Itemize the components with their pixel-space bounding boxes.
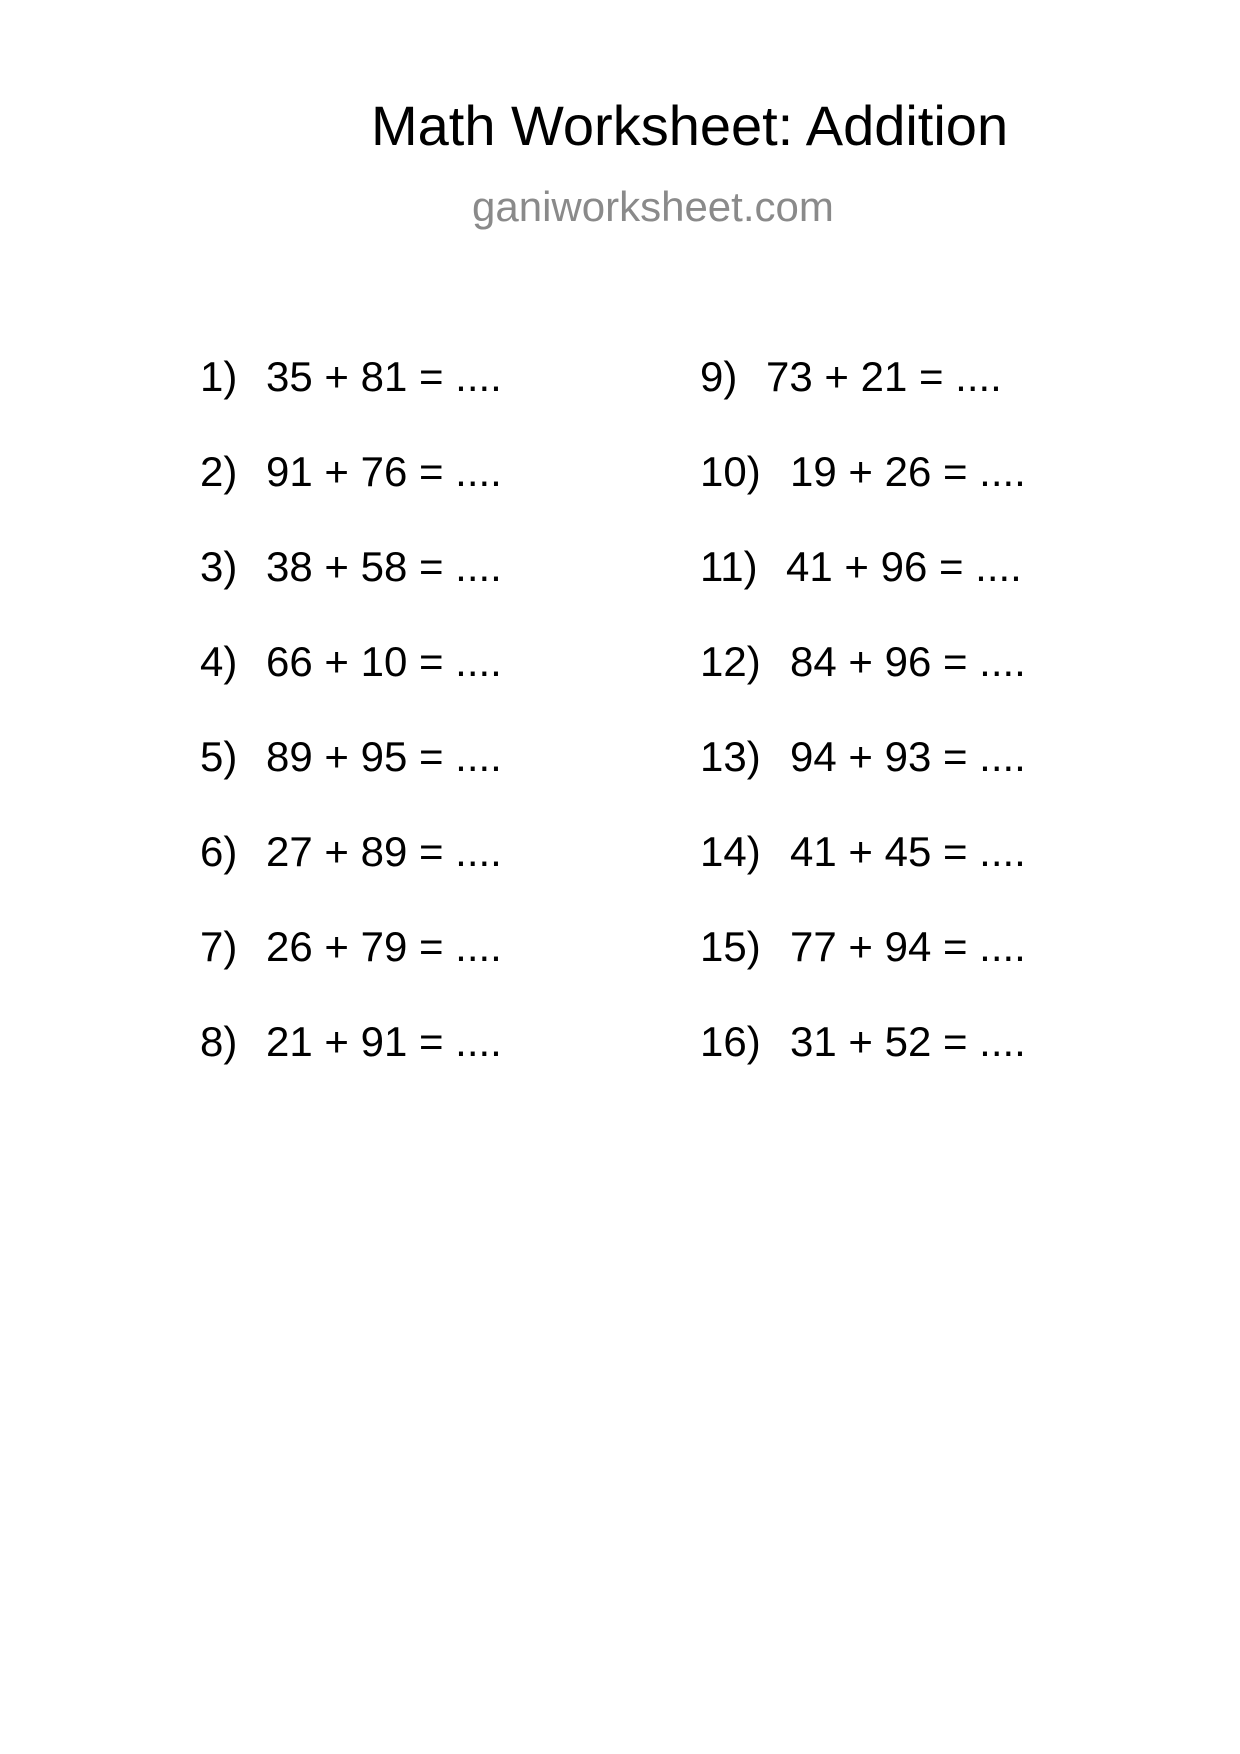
problem-8	[200, 1018, 502, 1065]
problem-number: 7)	[200, 923, 238, 970]
problem-number: 16)	[700, 1018, 761, 1065]
problem-16	[700, 1018, 1026, 1065]
problem-number: 5)	[200, 733, 238, 780]
problem-4	[200, 638, 502, 685]
problem-expression: 91 + 76 = ....	[266, 448, 502, 495]
problem-3	[200, 543, 502, 590]
problem-expression: 94 + 93 = ....	[790, 733, 1026, 780]
problem-number: 3)	[200, 543, 238, 590]
problem-7	[200, 923, 502, 970]
problem-number: 4)	[200, 638, 238, 685]
problem-10	[700, 448, 1026, 495]
problem-expression: 27 + 89 = ....	[266, 828, 502, 875]
problem-number: 9)	[700, 353, 738, 400]
problem-2	[200, 448, 502, 495]
source-website: ganiworksheet.com	[472, 183, 834, 230]
problem-expression: 26 + 79 = ....	[266, 923, 502, 970]
problem-expression: 21 + 91 = ....	[266, 1018, 502, 1065]
problem-9	[700, 353, 1002, 400]
problem-6	[200, 828, 502, 875]
problem-expression: 41 + 45 = ....	[790, 828, 1026, 875]
problem-number: 11)	[700, 543, 758, 590]
problem-expression: 77 + 94 = ....	[790, 923, 1026, 970]
problem-expression: 66 + 10 = ....	[266, 638, 502, 685]
problem-number: 14)	[700, 828, 761, 875]
problem-number: 10)	[700, 448, 761, 495]
problem-number: 13)	[700, 733, 761, 780]
problem-11	[700, 543, 1022, 590]
problem-number: 8)	[200, 1018, 238, 1065]
problem-expression: 38 + 58 = ....	[266, 543, 502, 590]
problem-expression: 41 + 96 = ....	[786, 543, 1022, 590]
problem-expression: 84 + 96 = ....	[790, 638, 1026, 685]
problem-1	[200, 353, 502, 400]
problem-expression: 89 + 95 = ....	[266, 733, 502, 780]
problem-15	[700, 923, 1026, 970]
problem-14	[700, 828, 1026, 875]
problem-number: 6)	[200, 828, 238, 875]
problem-number: 15)	[700, 923, 761, 970]
problem-expression: 73 + 21 = ....	[766, 353, 1002, 400]
problem-5	[200, 733, 502, 780]
problem-expression: 31 + 52 = ....	[790, 1018, 1026, 1065]
problem-number: 1)	[200, 353, 238, 400]
problem-number: 12)	[700, 638, 761, 685]
problem-13	[700, 733, 1026, 780]
problem-expression: 19 + 26 = ....	[790, 448, 1026, 495]
page-title: Math Worksheet: Addition	[371, 94, 1009, 157]
problem-expression: 35 + 81 = ....	[266, 353, 502, 400]
problem-number: 2)	[200, 448, 238, 495]
problem-12	[700, 638, 1026, 685]
